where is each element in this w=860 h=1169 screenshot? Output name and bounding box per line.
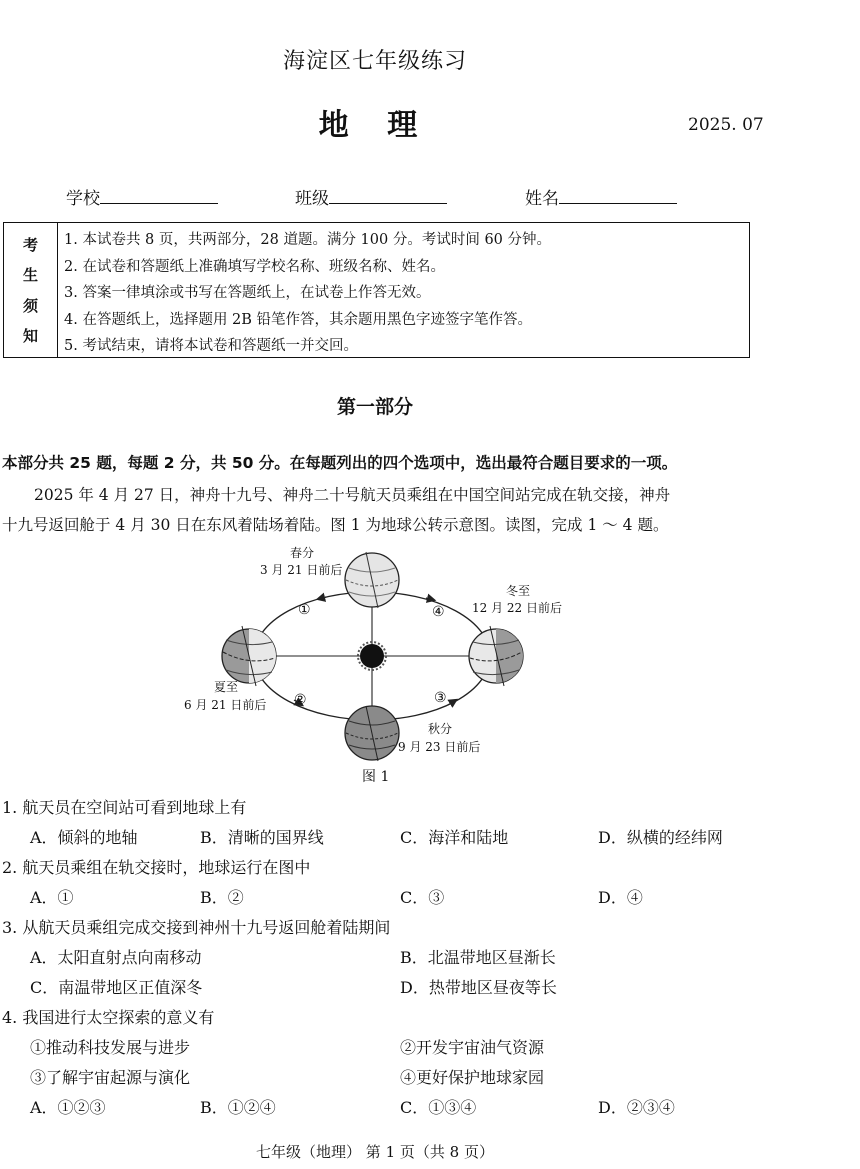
option[interactable]: A．太阳直射点向南移动 xyxy=(30,948,202,967)
passage xyxy=(2,480,754,540)
label-autumn-date: 9 月 23 日前后 xyxy=(398,740,481,754)
option[interactable]: B．北温带地区昼渐长 xyxy=(400,948,556,967)
notice-item: 1. 本试卷共 8 页，共两部分，28 道题。满分 100 分。考试时间 60 分钟。 xyxy=(64,232,552,248)
sun-icon xyxy=(360,644,384,668)
notice-item: 2. 在试卷和答题纸上准确填写学校名称、班级名称、姓名。 xyxy=(64,258,445,275)
part-heading: 第一部分 xyxy=(336,396,413,418)
option[interactable]: B．② xyxy=(200,888,244,907)
label-spring: 春分 xyxy=(290,546,315,560)
question-stem: 3. 从航天员乘组完成交接到神州十九号返回舱着陆期间 xyxy=(2,918,391,937)
notice-items xyxy=(64,227,551,360)
name-field[interactable] xyxy=(525,184,677,209)
exam-title: 海淀区七年级练习 xyxy=(282,49,467,74)
orbit-diagram xyxy=(176,540,566,790)
page-footer: 七年级（地理） 第 1 页（共 8 页） xyxy=(256,1143,494,1161)
notice-item: 5. 考试结束，请将本试卷和答题纸一并交回。 xyxy=(64,338,358,354)
orbit-arrow-3 xyxy=(448,700,456,705)
notice-item: 4. 在答题纸上，选择题用 2B 铅笔作答，其余题用黑色字迹签字笔作答。 xyxy=(64,311,533,328)
statement: ②开发宇宙油气资源 xyxy=(400,1038,545,1057)
option[interactable]: D．②③④ xyxy=(598,1098,675,1117)
option[interactable]: C．③ xyxy=(400,888,445,907)
earth-winter-icon xyxy=(469,626,523,686)
figure-caption: 图 1 xyxy=(362,769,390,785)
school-label: 学校 xyxy=(66,189,100,209)
label-arc-3: ③ xyxy=(434,690,447,706)
notice-item: 3. 答案一律填涂或书写在答题纸上，在试卷上作答无效。 xyxy=(64,285,431,301)
statement: ③了解宇宙起源与演化 xyxy=(30,1068,191,1087)
school-field[interactable] xyxy=(66,184,218,209)
question-stem: 1. 航天员在空间站可看到地球上有 xyxy=(2,798,247,817)
option[interactable]: D．纵横的经纬网 xyxy=(598,828,723,847)
option[interactable]: C．南温带地区正值深冬 xyxy=(30,978,203,997)
notice-char: 须 xyxy=(22,296,38,315)
option[interactable]: A．倾斜的地轴 xyxy=(30,828,138,847)
option[interactable]: D．④ xyxy=(598,888,643,907)
label-summer: 夏至 xyxy=(214,680,239,694)
label-spring-date: 3 月 21 日前后 xyxy=(260,563,343,577)
statement: ①推动科技发展与进步 xyxy=(30,1038,191,1057)
class-label: 班级 xyxy=(295,189,329,209)
class-field[interactable] xyxy=(295,184,447,209)
label-summer-date: 6 月 21 日前后 xyxy=(184,698,267,712)
notice-char: 考 xyxy=(22,235,38,254)
label-autumn: 秋分 xyxy=(428,722,453,736)
notice-char: 知 xyxy=(22,327,38,346)
option[interactable]: C．①③④ xyxy=(400,1098,477,1117)
option[interactable]: B．清晰的国界线 xyxy=(200,828,324,847)
earth-summer-icon xyxy=(222,626,276,686)
earth-autumn-icon xyxy=(345,706,399,761)
notice-side-label xyxy=(4,223,58,357)
exam-date: 2025. 07 xyxy=(688,115,764,135)
option[interactable]: A．① xyxy=(30,888,74,907)
label-arc-2: ② xyxy=(294,692,307,708)
name-label: 姓名 xyxy=(525,189,559,209)
notice-char: 生 xyxy=(22,266,38,285)
passage-line: 十九号返回舱于 4 月 30 日在东风着陆场着陆。图 1 为地球公转示意图。读图，完成 1 ～ 4 题。 xyxy=(2,516,669,534)
label-winter: 冬至 xyxy=(506,584,531,598)
option[interactable]: C．海洋和陆地 xyxy=(400,828,509,847)
option[interactable]: D．热带地区昼夜等长 xyxy=(400,978,557,997)
label-arc-4: ④ xyxy=(432,604,445,620)
question-stem: 2. 航天员乘组在轨交接时，地球运行在图中 xyxy=(2,858,311,877)
statement: ④更好保护地球家园 xyxy=(400,1068,545,1087)
part-intro: 本部分共 25 题，每题 2 分，共 50 分。在每题列出的四个选项中，选出最符合题目要求的一项。 xyxy=(2,454,678,472)
passage-line: 2025 年 4 月 27 日，神舟十九号、神舟二十号航天员乘组在中国空间站完成在轨交接，神舟 xyxy=(34,486,671,504)
subject-title: 地 理 xyxy=(318,108,432,143)
label-arc-1: ① xyxy=(298,602,311,618)
earth-spring-icon xyxy=(345,552,399,608)
option[interactable]: A．①②③ xyxy=(30,1098,106,1117)
notice-box xyxy=(3,222,750,358)
question-stem: 4. 我国进行太空探索的意义有 xyxy=(2,1008,215,1027)
label-winter-date: 12 月 22 日前后 xyxy=(472,601,562,615)
option[interactable]: B．①②④ xyxy=(200,1098,276,1117)
